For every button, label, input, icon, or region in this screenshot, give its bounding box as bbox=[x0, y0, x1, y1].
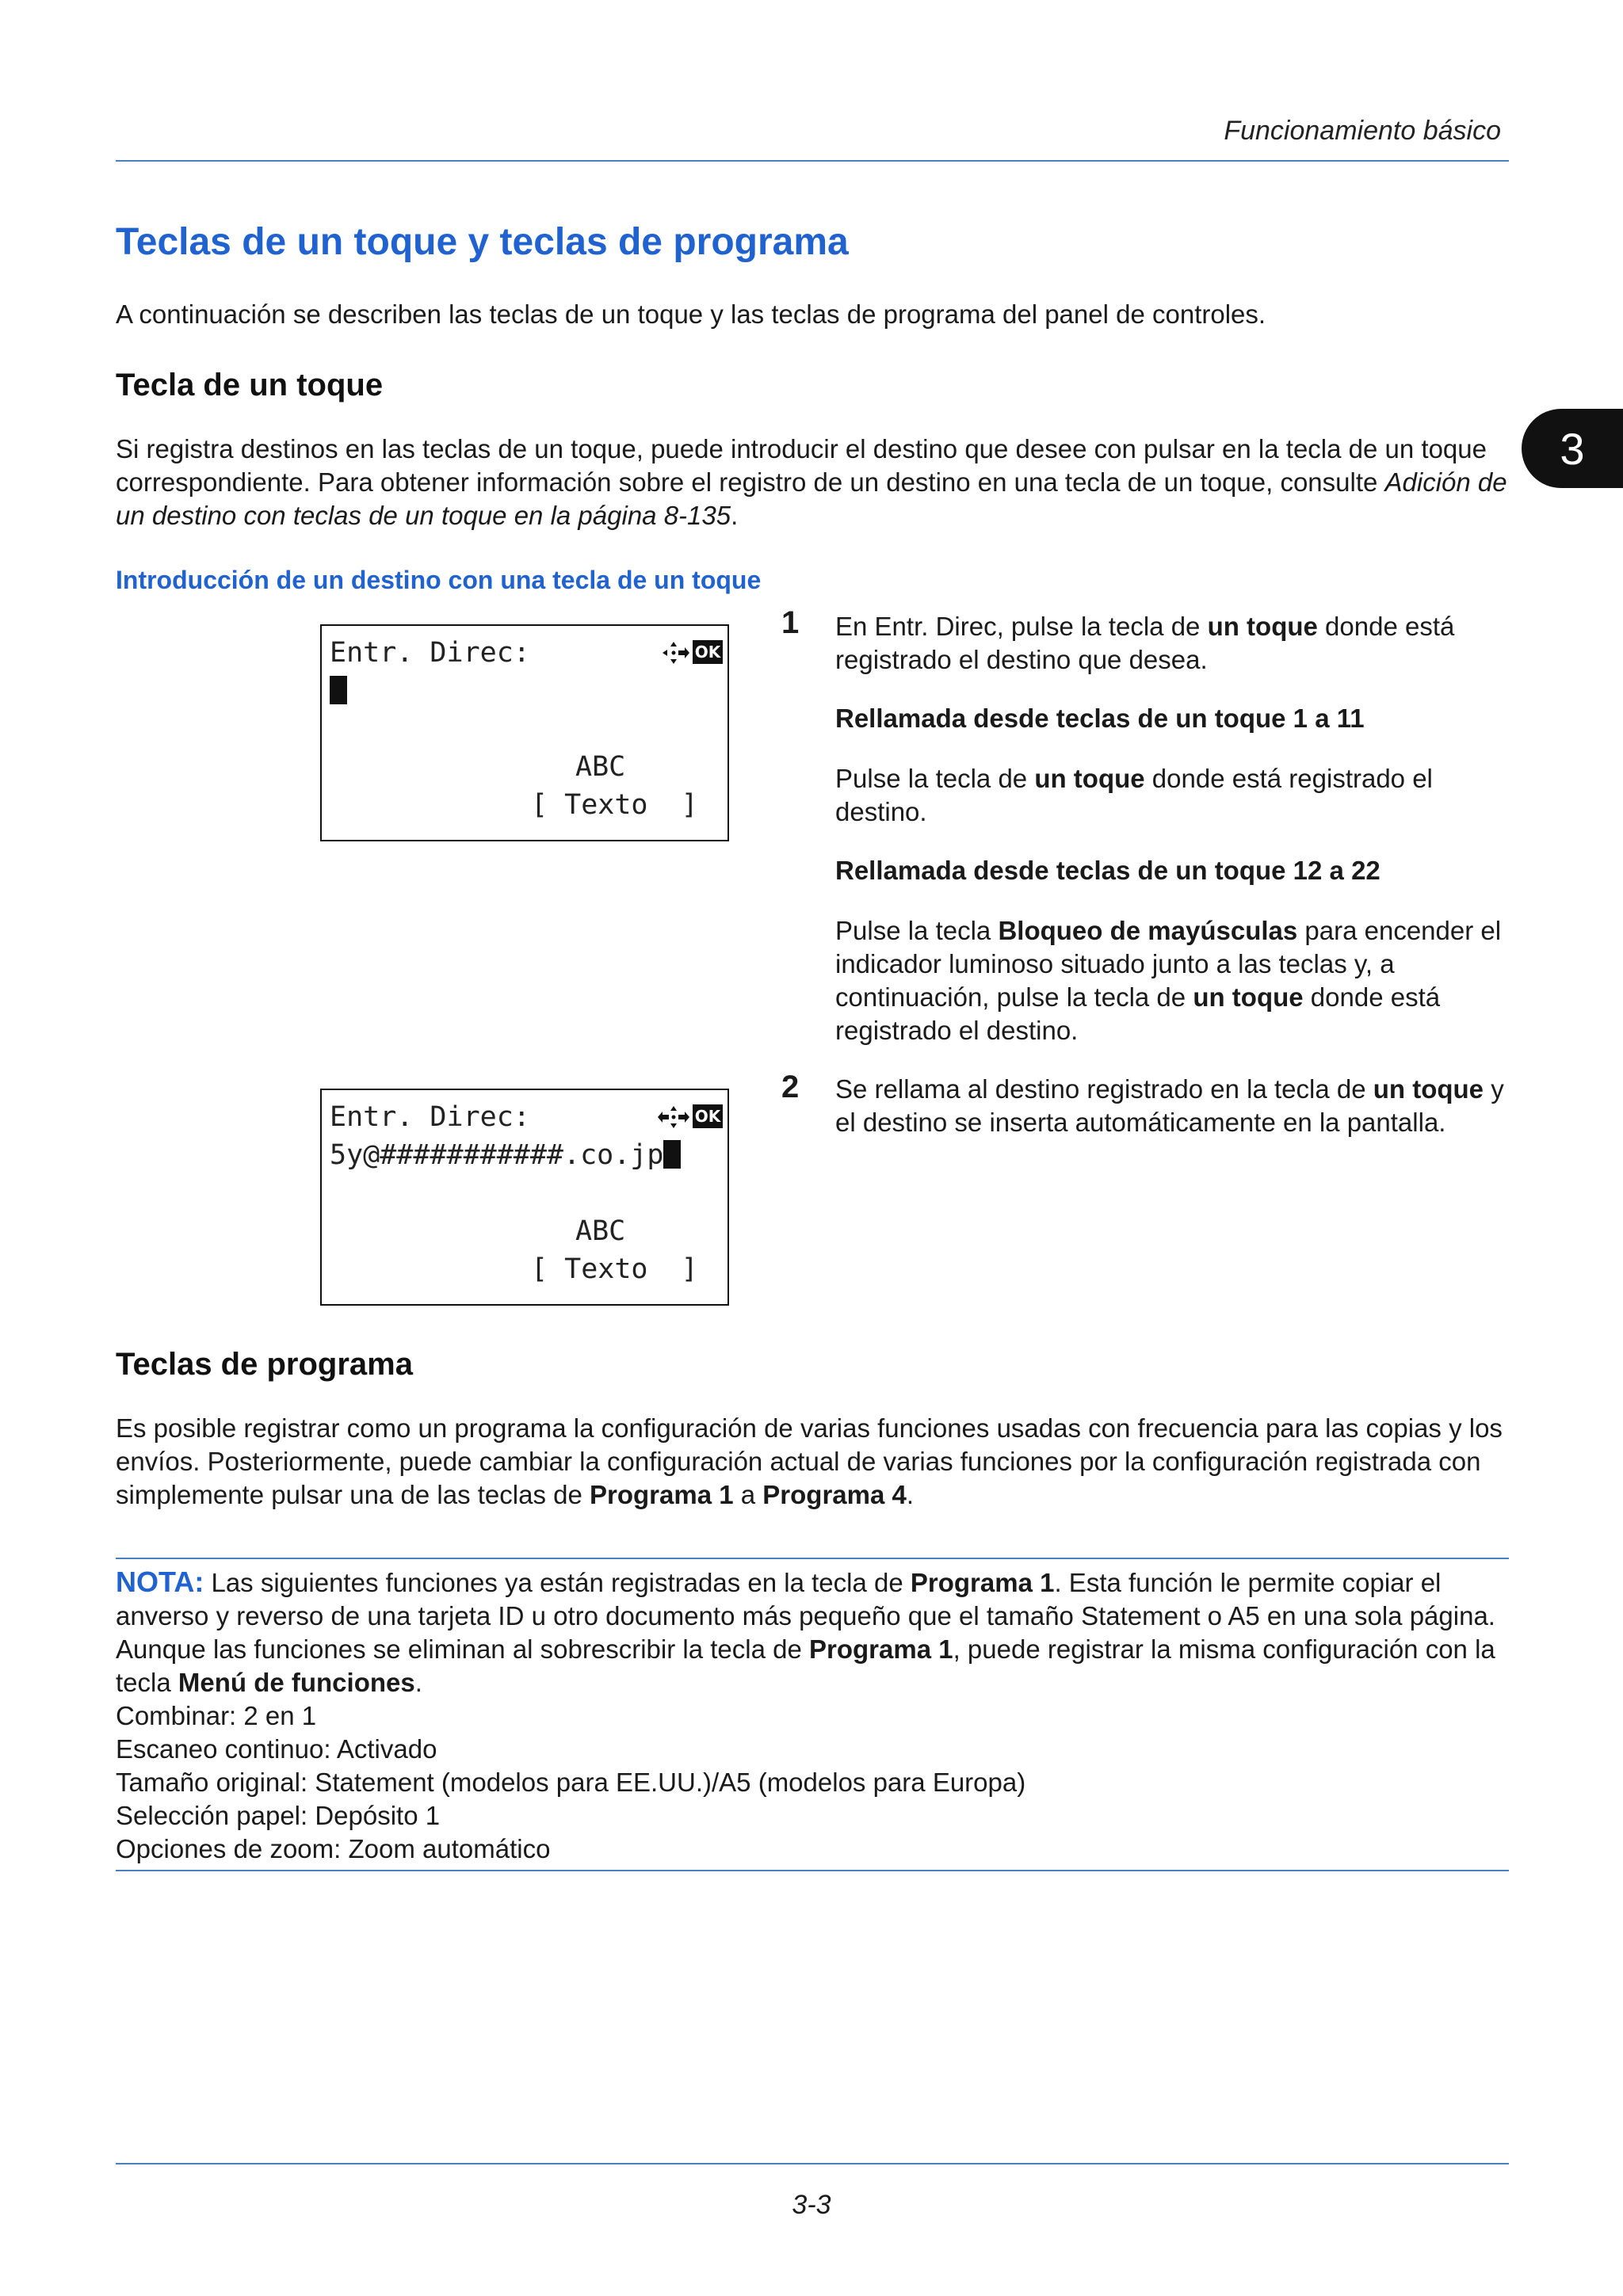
recall-1-text-a: Pulse la tecla de bbox=[835, 764, 1035, 793]
note-item: Opciones de zoom: Zoom automático bbox=[116, 1834, 551, 1863]
program-heading: Teclas de programa bbox=[116, 1347, 413, 1382]
recall-2-text-c: para encender el indicador luminoso situado junto a las teclas y, a continuación, pulse la tecla de bbox=[835, 916, 1502, 1012]
page-number: 3-3 bbox=[792, 2190, 831, 2220]
step-1-text-a: En Entr. Direc, pulse la tecla de bbox=[835, 612, 1208, 641]
one-touch-body-end: . bbox=[731, 501, 739, 530]
text-cursor bbox=[663, 1140, 681, 1169]
step-2-number: 2 bbox=[781, 1070, 800, 1104]
recall-2-text bbox=[835, 914, 1509, 1047]
caps-lock-key: Bloqueo de mayúsculas bbox=[998, 916, 1298, 945]
note-box bbox=[116, 1566, 1509, 1866]
step-1-text-c: donde está registrado el destino que desea. bbox=[835, 612, 1455, 674]
ok-icon: OK bbox=[693, 1104, 723, 1128]
recall-2-text-e: donde está registrado el destino. bbox=[835, 982, 1441, 1045]
step-1-text bbox=[835, 610, 1509, 677]
section-title: Teclas de un toque y teclas de programa bbox=[116, 221, 849, 263]
cross-reference: Adición de un destino con teclas de un toque en la página 8-135 bbox=[116, 467, 1507, 530]
note-text-e: , puede registrar la misma configuración con la tecla bbox=[116, 1634, 1495, 1697]
note-label: NOTA: bbox=[116, 1566, 204, 1598]
footer-rule bbox=[116, 2163, 1509, 2164]
lcd-1-input bbox=[330, 675, 347, 707]
note-text-a: Las siguientes funciones ya están registradas en la tecla de bbox=[204, 1568, 911, 1597]
program-body-c: a bbox=[733, 1480, 763, 1509]
ok-icon: OK bbox=[693, 640, 723, 664]
note-program-1b: Programa 1 bbox=[808, 1634, 953, 1664]
lcd-1-label: Entr. Direc: bbox=[330, 637, 530, 669]
recall-2-title: Rellamada desde teclas de un toque 12 a 22 bbox=[835, 856, 1381, 885]
one-touch-heading: Tecla de un toque bbox=[116, 368, 384, 402]
step-2-text-a: Se rellama al destino registrado en la tecla de bbox=[835, 1074, 1373, 1104]
running-header: Funcionamiento básico bbox=[1224, 116, 1501, 146]
recall-2-text-a: Pulse la tecla bbox=[835, 916, 999, 945]
nav-arrows-icon bbox=[658, 637, 689, 669]
note-item: Tamaño original: Statement (modelos para EE.UU.)/A5 (modelos para Europa) bbox=[116, 1768, 1026, 1797]
nav-arrows-icon bbox=[658, 1101, 689, 1133]
text-cursor bbox=[330, 676, 347, 704]
lcd-2-mode: ABC bbox=[575, 1215, 626, 1247]
recall-1-text bbox=[835, 762, 1509, 829]
lcd-screen-2 bbox=[320, 1089, 729, 1306]
step-2-text-c: y el destino se inserta automáticamente en la pantalla. bbox=[835, 1074, 1504, 1137]
step-1-number: 1 bbox=[781, 605, 800, 640]
recall-2-key: un toque bbox=[1193, 982, 1304, 1012]
lcd-2-input bbox=[330, 1139, 681, 1171]
step-2-text bbox=[835, 1073, 1509, 1139]
one-touch-body-text: Si registra destinos en las teclas de un toque, puede introducir el destino que desee con pulsar en la tecla de un toque correspondiente. Para obtener información sobre el registro de un destino en una tecla de un toque, consulte bbox=[116, 434, 1487, 497]
program-body-a: Es posible registrar como un programa la configuración de varias funciones usadas con frecuencia para las copias y los envíos. Posteriormente, puede cambiar la configuración actual de varias funciones por la configuración registrada con simplemente pulsar una de las teclas de bbox=[116, 1413, 1503, 1509]
header-rule bbox=[116, 160, 1509, 162]
note-bottom-rule bbox=[116, 1870, 1509, 1871]
note-item: Selección papel: Depósito 1 bbox=[116, 1801, 441, 1830]
one-touch-body bbox=[116, 433, 1509, 532]
lcd-1-mode: ABC bbox=[575, 751, 626, 783]
note-text-g: . bbox=[414, 1668, 422, 1697]
recall-1-title: Rellamada desde teclas de un toque 1 a 11 bbox=[835, 704, 1365, 733]
program-body-e: . bbox=[906, 1480, 915, 1509]
step-2-key: un toque bbox=[1373, 1074, 1484, 1104]
lcd-2-softkey: [ Texto ] bbox=[531, 1253, 698, 1285]
lcd-2-label: Entr. Direc: bbox=[330, 1101, 530, 1133]
lcd-2-address: 5y@###########.co.jp bbox=[330, 1139, 664, 1171]
lcd-1-softkey: [ Texto ] bbox=[531, 789, 698, 821]
chapter-tab: 3 bbox=[1522, 409, 1623, 488]
note-paragraph bbox=[116, 1566, 1509, 1699]
recall-1-text-c: donde está registrado el destino. bbox=[835, 764, 1433, 826]
note-item: Combinar: 2 en 1 bbox=[116, 1701, 317, 1730]
section-intro: A continuación se describen las teclas de un toque y las teclas de programa del panel de controles. bbox=[116, 299, 1266, 329]
program-4-key: Programa 4 bbox=[762, 1480, 907, 1509]
program-body bbox=[116, 1412, 1509, 1512]
lcd-screen-1 bbox=[320, 624, 729, 841]
note-top-rule bbox=[116, 1558, 1509, 1559]
note-item: Escaneo continuo: Activado bbox=[116, 1734, 437, 1764]
step-1-key: un toque bbox=[1207, 612, 1318, 641]
recall-1-key: un toque bbox=[1034, 764, 1145, 793]
note-function-menu: Menú de funciones bbox=[178, 1668, 415, 1697]
program-1-key: Programa 1 bbox=[590, 1480, 734, 1509]
note-program-1: Programa 1 bbox=[910, 1568, 1055, 1597]
one-touch-subheading: Introducción de un destino con una tecla de un toque bbox=[116, 566, 762, 594]
note-text-c: . Esta función le permite copiar el anverso y reverso de una tarjeta ID u otro documento más pequeño que el tamaño Statement o A5 en una sola página. Aunque las funciones se eliminan al sobrescribir la tecla de bbox=[116, 1568, 1495, 1664]
